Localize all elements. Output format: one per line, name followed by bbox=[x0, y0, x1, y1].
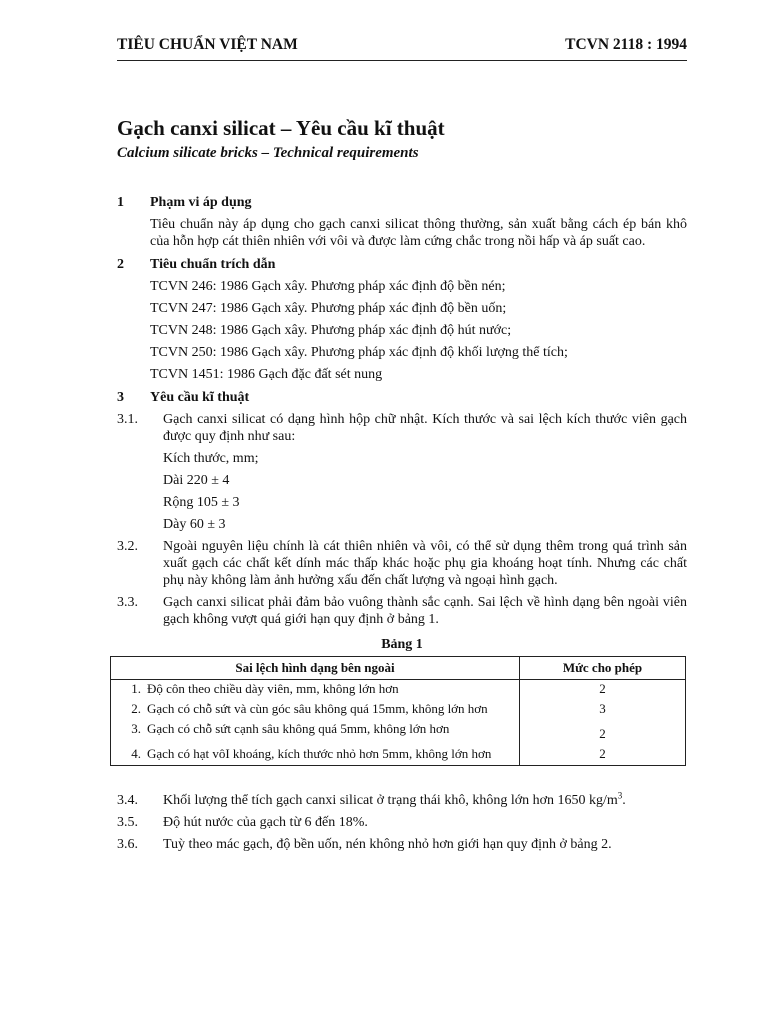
clause-number: 3.6. bbox=[117, 837, 138, 852]
table-row bbox=[111, 745, 686, 766]
table-row bbox=[111, 680, 686, 701]
row-value: 2 bbox=[520, 680, 686, 701]
row-number: 2. bbox=[131, 701, 141, 716]
dimension-line: Rộng 105 ± 3 bbox=[163, 495, 240, 510]
clause-text: Gạch canxi silicat phải đảm bảo vuông thành sắc cạnh. Sai lệch về hình dạng bên ngoài viên gạch không vượt quá giới hạn quy định ở bảng 1. bbox=[163, 595, 687, 627]
clause-number: 3.3. bbox=[117, 595, 138, 610]
row-number: 3. bbox=[131, 721, 141, 736]
document-body bbox=[117, 190, 687, 853]
dimension-line: Kích thước, mm; bbox=[163, 451, 259, 466]
section-1-heading bbox=[117, 194, 687, 211]
row-value: 2 bbox=[520, 745, 686, 766]
row-value: 2 bbox=[520, 720, 686, 745]
section-2-heading bbox=[117, 256, 687, 273]
document-title: Gạch canxi silicat – Yêu cầu kĩ thuật bbox=[117, 116, 445, 140]
table-caption: Bảng 1 bbox=[381, 637, 423, 652]
clause-3-2 bbox=[117, 538, 687, 589]
document-subtitle: Calcium silicate bricks – Technical requirements bbox=[117, 145, 419, 161]
clause-text: Tuỳ theo mác gạch, độ bền uốn, nén không nhỏ hơn giới hạn quy định ở bảng 2. bbox=[163, 837, 612, 852]
clause-text: Khối lượng thể tích gạch canxi silicat ở trạng thái khô, không lớn hơn 1650 kg/m bbox=[163, 793, 618, 808]
clause-number: 3.1. bbox=[117, 412, 138, 427]
dimension-line: Dài 220 ± 4 bbox=[163, 473, 230, 488]
clause-text-tail: . bbox=[622, 793, 626, 808]
clause-3-3 bbox=[117, 594, 687, 628]
section-number: 3 bbox=[117, 390, 124, 405]
clause-3-5 bbox=[117, 814, 687, 831]
table-row bbox=[111, 720, 686, 745]
reference-item: TCVN 1451: 1986 Gạch đặc đất sét nung bbox=[150, 367, 383, 382]
section-1-text: Tiêu chuẩn này áp dụng cho gạch canxi silicat thông thường, sản xuất bằng cách ép bán khô của hỗn hợp cát thiên nhiên với vôi và được làm cứng chắc trong nồi hấp và áp suất cao. bbox=[150, 217, 687, 249]
clause-3-1 bbox=[117, 411, 687, 445]
deviation-table bbox=[110, 656, 686, 766]
clause-text: Độ hút nước của gạch từ 6 đến 18%. bbox=[163, 815, 368, 830]
section-number: 2 bbox=[117, 257, 124, 272]
table-header-row bbox=[111, 657, 686, 680]
row-number: 4. bbox=[131, 746, 141, 761]
reference-item: TCVN 246: 1986 Gạch xây. Phương pháp xác định độ bền nén; bbox=[150, 279, 506, 294]
table-row bbox=[111, 700, 686, 720]
page-header bbox=[117, 36, 687, 61]
section-title: Phạm vi áp dụng bbox=[150, 195, 252, 210]
header-standard-code: TCVN 2118 : 1994 bbox=[565, 36, 687, 53]
clause-number: 3.5. bbox=[117, 815, 138, 830]
clause-3-4 bbox=[117, 792, 687, 809]
clause-number: 3.4. bbox=[117, 793, 138, 808]
reference-item: TCVN 247: 1986 Gạch xây. Phương pháp xác định độ bền uốn; bbox=[150, 301, 507, 316]
section-title: Tiêu chuẩn trích dẫn bbox=[150, 257, 276, 272]
row-text: Gạch có chỗ sứt cạnh sâu không quá 5mm, không lớn hơn bbox=[147, 721, 450, 736]
clause-text: Gạch canxi silicat có dạng hình hộp chữ nhật. Kích thước và sai lệch kích thước viên gạch được quy định như sau: bbox=[163, 412, 687, 444]
column-header: Mức cho phép bbox=[520, 657, 686, 680]
row-text: Gạch có hạt vôI khoáng, kích thước nhỏ hơn 5mm, không lớn hơn bbox=[147, 746, 492, 761]
row-value: 3 bbox=[520, 700, 686, 720]
clause-text: Ngoài nguyên liệu chính là cát thiên nhiên và vôi, có thể sử dụng thêm trong quá trình sản xuất gạch các chất kết dính mác thấp khác hoặc phụ gia khoáng hoạt tính. Nhưng các chất phụ này không làm ảnh hưởng xấu đến chất lượng và ngoại hình gạch. bbox=[163, 539, 687, 588]
column-header: Sai lệch hình dạng bên ngoài bbox=[111, 657, 520, 680]
section-title: Yêu cầu kĩ thuật bbox=[150, 390, 250, 405]
row-text: Gạch có chỗ sứt và cùn góc sâu không quá 15mm, không lớn hơn bbox=[147, 701, 488, 716]
clause-number: 3.2. bbox=[117, 539, 138, 554]
reference-item: TCVN 250: 1986 Gạch xây. Phương pháp xác định độ khối lượng thể tích; bbox=[150, 345, 568, 360]
superscript: 3 bbox=[617, 790, 623, 801]
section-3-heading bbox=[117, 389, 687, 406]
row-number: 1. bbox=[131, 681, 141, 696]
dimension-line: Dày 60 ± 3 bbox=[163, 517, 226, 532]
row-text: Độ côn theo chiều dày viên, mm, không lớn hơn bbox=[147, 681, 399, 696]
section-number: 1 bbox=[117, 195, 124, 210]
clause-3-6 bbox=[117, 836, 687, 853]
header-standard-label: TIÊU CHUẨN VIỆT NAM bbox=[117, 36, 298, 53]
reference-item: TCVN 248: 1986 Gạch xây. Phương pháp xác định độ hút nước; bbox=[150, 323, 512, 338]
